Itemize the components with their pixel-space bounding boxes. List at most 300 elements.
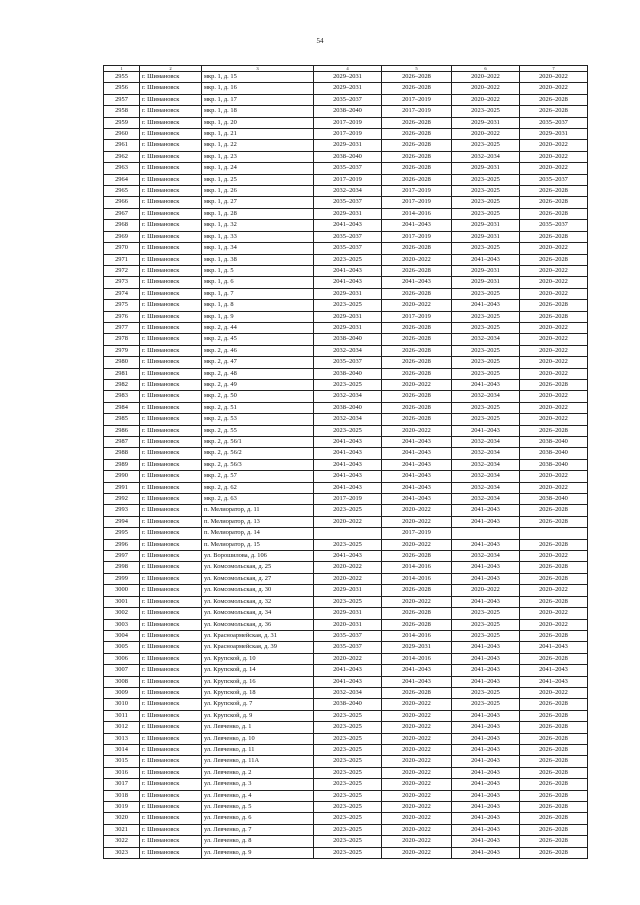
period-cell: 2041–2043 bbox=[452, 516, 520, 527]
row-number-cell: 2987 bbox=[104, 437, 140, 448]
table-row bbox=[104, 254, 588, 265]
table-row bbox=[104, 288, 588, 299]
period-cell: 2020–2022 bbox=[314, 653, 382, 664]
city-cell: г. Шимановск bbox=[140, 402, 202, 413]
table-row bbox=[104, 129, 588, 140]
period-cell: 2020–2022 bbox=[452, 129, 520, 140]
period-cell: 2026–2028 bbox=[520, 505, 588, 516]
city-cell: г. Шимановск bbox=[140, 288, 202, 299]
period-cell: 2020–2022 bbox=[382, 710, 452, 721]
address-cell: мкр. 2, д. 53 bbox=[202, 414, 314, 425]
city-cell: г. Шимановск bbox=[140, 630, 202, 641]
period-cell: 2020–2022 bbox=[382, 722, 452, 733]
address-cell: мкр. 2, д. 47 bbox=[202, 357, 314, 368]
city-cell: г. Шимановск bbox=[140, 106, 202, 117]
period-cell: 2023–2025 bbox=[314, 254, 382, 265]
period-cell: 2026–2028 bbox=[520, 539, 588, 550]
address-cell: ул. Комсомольская, д. 34 bbox=[202, 608, 314, 619]
city-cell: г. Шимановск bbox=[140, 528, 202, 539]
period-cell: 2032–2034 bbox=[452, 151, 520, 162]
table-row bbox=[104, 551, 588, 562]
row-number-cell: 3008 bbox=[104, 676, 140, 687]
period-cell: 2026–2028 bbox=[382, 357, 452, 368]
period-cell: 2041–2043 bbox=[452, 379, 520, 390]
address-cell: мкр. 2, д. 56/1 bbox=[202, 437, 314, 448]
table-row bbox=[104, 117, 588, 128]
city-cell: г. Шимановск bbox=[140, 459, 202, 470]
address-cell: ул. Комсомольская, д. 27 bbox=[202, 573, 314, 584]
period-cell: 2035–2037 bbox=[520, 220, 588, 231]
city-cell: г. Шимановск bbox=[140, 140, 202, 151]
period-cell: 2026–2028 bbox=[520, 300, 588, 311]
period-cell: 2014–2016 bbox=[382, 208, 452, 219]
period-cell: 2023–2025 bbox=[314, 539, 382, 550]
period-cell: 2023–2025 bbox=[452, 619, 520, 630]
period-cell: 2026–2028 bbox=[382, 391, 452, 402]
address-cell: ул. Левченко, д. 9 bbox=[202, 847, 314, 858]
period-cell: 2032–2034 bbox=[314, 345, 382, 356]
period-cell bbox=[520, 528, 588, 539]
period-cell: 2032–2034 bbox=[452, 551, 520, 562]
row-number-cell: 2972 bbox=[104, 265, 140, 276]
address-cell: мкр. 2, д. 51 bbox=[202, 402, 314, 413]
period-cell: 2020–2022 bbox=[314, 562, 382, 573]
period-cell: 2020–2022 bbox=[382, 699, 452, 710]
period-cell: 2041–2043 bbox=[452, 665, 520, 676]
address-cell: ул. Левченко, д. 3 bbox=[202, 779, 314, 790]
period-cell: 2023–2025 bbox=[314, 379, 382, 390]
period-cell: 2029–2031 bbox=[452, 231, 520, 242]
period-cell: 2020–2031 bbox=[314, 619, 382, 630]
period-cell: 2014–2016 bbox=[382, 573, 452, 584]
table-row bbox=[104, 642, 588, 653]
address-cell: ул. Левченко, д. 1 bbox=[202, 722, 314, 733]
city-cell: г. Шимановск bbox=[140, 345, 202, 356]
address-cell: ул. Крупской, д. 18 bbox=[202, 687, 314, 698]
period-cell: 2026–2028 bbox=[520, 516, 588, 527]
period-cell: 2041–2043 bbox=[452, 790, 520, 801]
table-row bbox=[104, 779, 588, 790]
row-number-cell: 2982 bbox=[104, 379, 140, 390]
period-cell: 2026–2028 bbox=[520, 596, 588, 607]
period-cell: 2020–2022 bbox=[382, 300, 452, 311]
period-cell: 2020–2022 bbox=[520, 357, 588, 368]
table-row bbox=[104, 619, 588, 630]
period-cell: 2020–2022 bbox=[382, 596, 452, 607]
address-cell: ул. Крупской, д. 16 bbox=[202, 676, 314, 687]
period-cell: 2020–2022 bbox=[452, 94, 520, 105]
period-cell: 2041–2043 bbox=[382, 482, 452, 493]
period-cell: 2035–2037 bbox=[520, 117, 588, 128]
period-cell: 2026–2028 bbox=[520, 106, 588, 117]
city-cell: г. Шимановск bbox=[140, 790, 202, 801]
table-row bbox=[104, 151, 588, 162]
address-cell: мкр. 1, д. 7 bbox=[202, 288, 314, 299]
city-cell: г. Шимановск bbox=[140, 425, 202, 436]
period-cell: 2026–2028 bbox=[382, 265, 452, 276]
city-cell: г. Шимановск bbox=[140, 573, 202, 584]
period-cell: 2041–2043 bbox=[314, 220, 382, 231]
period-cell: 2029–2031 bbox=[314, 208, 382, 219]
address-cell: ул. Левченко, д. 8 bbox=[202, 836, 314, 847]
period-cell: 2026–2028 bbox=[382, 163, 452, 174]
row-number-cell: 2988 bbox=[104, 448, 140, 459]
table-row bbox=[104, 334, 588, 345]
row-number-cell: 3002 bbox=[104, 608, 140, 619]
table-row bbox=[104, 448, 588, 459]
city-cell: г. Шимановск bbox=[140, 802, 202, 813]
column-number: 4 bbox=[314, 66, 382, 72]
row-number-cell: 2984 bbox=[104, 402, 140, 413]
period-cell: 2041–2043 bbox=[382, 220, 452, 231]
city-cell: г. Шимановск bbox=[140, 608, 202, 619]
period-cell: 2020–2022 bbox=[520, 265, 588, 276]
city-cell: г. Шимановск bbox=[140, 414, 202, 425]
table-row bbox=[104, 379, 588, 390]
period-cell: 2026–2028 bbox=[520, 836, 588, 847]
period-cell: 2041–2043 bbox=[314, 459, 382, 470]
address-cell: мкр. 2, д. 50 bbox=[202, 391, 314, 402]
period-cell: 2041–2043 bbox=[382, 277, 452, 288]
table-row bbox=[104, 573, 588, 584]
table-body bbox=[104, 66, 588, 859]
address-cell: ул. Крупской, д. 9 bbox=[202, 710, 314, 721]
period-cell: 2023–2025 bbox=[314, 710, 382, 721]
period-cell: 2032–2034 bbox=[452, 334, 520, 345]
city-cell: г. Шимановск bbox=[140, 482, 202, 493]
period-cell: 2023–2025 bbox=[452, 630, 520, 641]
period-cell: 2026–2028 bbox=[520, 208, 588, 219]
row-number-cell: 2964 bbox=[104, 174, 140, 185]
table-row bbox=[104, 140, 588, 151]
period-cell: 2038–2040 bbox=[314, 151, 382, 162]
city-cell: г. Шимановск bbox=[140, 254, 202, 265]
row-number-cell: 2966 bbox=[104, 197, 140, 208]
table-row bbox=[104, 277, 588, 288]
period-cell: 2032–2034 bbox=[452, 494, 520, 505]
table-row bbox=[104, 505, 588, 516]
column-number: 1 bbox=[104, 66, 140, 72]
period-cell: 2023–2025 bbox=[452, 402, 520, 413]
row-number-cell: 3004 bbox=[104, 630, 140, 641]
period-cell: 2041–2043 bbox=[382, 437, 452, 448]
period-cell: 2026–2028 bbox=[382, 117, 452, 128]
row-number-cell: 2960 bbox=[104, 129, 140, 140]
period-cell: 2026–2028 bbox=[520, 186, 588, 197]
address-cell: мкр. 2, д. 63 bbox=[202, 494, 314, 505]
city-cell: г. Шимановск bbox=[140, 687, 202, 698]
address-cell: мкр. 1, д. 27 bbox=[202, 197, 314, 208]
row-number-cell: 2986 bbox=[104, 425, 140, 436]
address-cell: мкр. 2, д. 49 bbox=[202, 379, 314, 390]
period-cell: 2020–2022 bbox=[520, 551, 588, 562]
period-cell: 2038–2040 bbox=[314, 402, 382, 413]
row-number-cell: 2980 bbox=[104, 357, 140, 368]
city-cell: г. Шимановск bbox=[140, 847, 202, 858]
row-number-cell: 2993 bbox=[104, 505, 140, 516]
row-number-cell: 3014 bbox=[104, 744, 140, 755]
address-cell: ул. Красноармейская, д. 31 bbox=[202, 630, 314, 641]
address-cell: мкр. 1, д. 5 bbox=[202, 265, 314, 276]
table-row bbox=[104, 368, 588, 379]
period-cell: 2017–2019 bbox=[382, 231, 452, 242]
period-cell: 2020–2022 bbox=[382, 847, 452, 858]
table-row bbox=[104, 665, 588, 676]
period-cell: 2020–2022 bbox=[520, 391, 588, 402]
period-cell: 2038–2040 bbox=[520, 459, 588, 470]
period-cell: 2020–2022 bbox=[382, 425, 452, 436]
row-number-cell: 3000 bbox=[104, 585, 140, 596]
period-cell: 2041–2043 bbox=[452, 562, 520, 573]
period-cell: 2041–2043 bbox=[452, 505, 520, 516]
table-row bbox=[104, 174, 588, 185]
row-number-cell: 3005 bbox=[104, 642, 140, 653]
period-cell: 2026–2028 bbox=[382, 402, 452, 413]
period-cell: 2041–2043 bbox=[452, 573, 520, 584]
period-cell: 2020–2022 bbox=[520, 345, 588, 356]
period-cell: 2023–2025 bbox=[314, 779, 382, 790]
period-cell: 2020–2022 bbox=[382, 767, 452, 778]
row-number-cell: 2992 bbox=[104, 494, 140, 505]
row-number-cell: 3019 bbox=[104, 802, 140, 813]
row-number-cell: 3015 bbox=[104, 756, 140, 767]
table-row bbox=[104, 562, 588, 573]
address-cell: мкр. 1, д. 16 bbox=[202, 83, 314, 94]
row-number-cell: 3007 bbox=[104, 665, 140, 676]
address-cell: мкр. 2, д. 62 bbox=[202, 482, 314, 493]
period-cell: 2023–2025 bbox=[314, 722, 382, 733]
city-cell: г. Шимановск bbox=[140, 494, 202, 505]
city-cell: г. Шимановск bbox=[140, 186, 202, 197]
period-cell: 2026–2028 bbox=[520, 197, 588, 208]
row-number-cell: 2978 bbox=[104, 334, 140, 345]
city-cell: г. Шимановск bbox=[140, 83, 202, 94]
table-row bbox=[104, 802, 588, 813]
period-cell: 2032–2034 bbox=[452, 482, 520, 493]
column-number: 3 bbox=[202, 66, 314, 72]
table-row bbox=[104, 653, 588, 664]
period-cell: 2017–2019 bbox=[314, 129, 382, 140]
period-cell: 2032–2034 bbox=[452, 437, 520, 448]
period-cell: 2026–2028 bbox=[520, 653, 588, 664]
period-cell: 2041–2043 bbox=[314, 265, 382, 276]
period-cell: 2041–2043 bbox=[314, 448, 382, 459]
period-cell: 2032–2034 bbox=[452, 448, 520, 459]
period-cell: 2035–2037 bbox=[314, 163, 382, 174]
table-row bbox=[104, 106, 588, 117]
city-cell: г. Шимановск bbox=[140, 379, 202, 390]
period-cell: 2023–2025 bbox=[452, 311, 520, 322]
row-number-cell: 3022 bbox=[104, 836, 140, 847]
address-cell: мкр. 1, д. 6 bbox=[202, 277, 314, 288]
period-cell: 2035–2037 bbox=[314, 231, 382, 242]
period-cell: 2041–2043 bbox=[314, 471, 382, 482]
address-cell: мкр. 2, д. 55 bbox=[202, 425, 314, 436]
period-cell: 2020–2022 bbox=[382, 379, 452, 390]
period-cell: 2023–2025 bbox=[452, 699, 520, 710]
period-cell: 2023–2025 bbox=[314, 836, 382, 847]
row-number-cell: 3021 bbox=[104, 824, 140, 835]
address-cell: мкр. 1, д. 9 bbox=[202, 311, 314, 322]
period-cell: 2026–2028 bbox=[520, 710, 588, 721]
period-cell: 2020–2022 bbox=[382, 836, 452, 847]
period-cell: 2026–2028 bbox=[520, 802, 588, 813]
period-cell: 2026–2028 bbox=[520, 254, 588, 265]
address-cell: ул. Крупской, д. 14 bbox=[202, 665, 314, 676]
period-cell: 2041–2043 bbox=[382, 471, 452, 482]
period-cell: 2017–2019 bbox=[382, 94, 452, 105]
period-cell: 2020–2022 bbox=[382, 790, 452, 801]
city-cell: г. Шимановск bbox=[140, 505, 202, 516]
table-row bbox=[104, 676, 588, 687]
city-cell: г. Шимановск bbox=[140, 129, 202, 140]
address-cell: ул. Ворошилова, д. 106 bbox=[202, 551, 314, 562]
period-cell bbox=[452, 528, 520, 539]
city-cell: г. Шимановск bbox=[140, 265, 202, 276]
period-cell: 2026–2028 bbox=[520, 756, 588, 767]
table-row bbox=[104, 197, 588, 208]
period-cell: 2041–2043 bbox=[382, 459, 452, 470]
table-row bbox=[104, 311, 588, 322]
row-number-cell: 3017 bbox=[104, 779, 140, 790]
row-number-cell: 2969 bbox=[104, 231, 140, 242]
table-row bbox=[104, 471, 588, 482]
table-row bbox=[104, 494, 588, 505]
city-cell: г. Шимановск bbox=[140, 585, 202, 596]
period-cell: 2041–2043 bbox=[452, 733, 520, 744]
city-cell: г. Шимановск bbox=[140, 551, 202, 562]
table-row bbox=[104, 437, 588, 448]
city-cell: г. Шимановск bbox=[140, 437, 202, 448]
city-cell: г. Шимановск bbox=[140, 311, 202, 322]
period-cell: 2026–2028 bbox=[520, 779, 588, 790]
period-cell: 2023–2025 bbox=[314, 425, 382, 436]
period-cell: 2023–2025 bbox=[452, 288, 520, 299]
table-row bbox=[104, 482, 588, 493]
row-number-cell: 2994 bbox=[104, 516, 140, 527]
period-cell: 2020–2022 bbox=[520, 151, 588, 162]
table-row bbox=[104, 220, 588, 231]
address-cell: мкр. 1, д. 34 bbox=[202, 243, 314, 254]
period-cell: 2017–2019 bbox=[314, 494, 382, 505]
address-cell: ул. Левченко, д. 11А bbox=[202, 756, 314, 767]
row-number-cell: 2968 bbox=[104, 220, 140, 231]
address-cell: мкр. 1, д. 8 bbox=[202, 300, 314, 311]
period-cell: 2029–2031 bbox=[520, 129, 588, 140]
period-cell: 2020–2022 bbox=[520, 288, 588, 299]
table-row bbox=[104, 163, 588, 174]
period-cell: 2029–2031 bbox=[314, 83, 382, 94]
city-cell: г. Шимановск bbox=[140, 722, 202, 733]
table-row bbox=[104, 733, 588, 744]
city-cell: г. Шимановск bbox=[140, 117, 202, 128]
period-cell: 2023–2025 bbox=[452, 687, 520, 698]
period-cell: 2023–2025 bbox=[314, 505, 382, 516]
period-cell: 2017–2019 bbox=[382, 186, 452, 197]
period-cell: 2029–2031 bbox=[452, 277, 520, 288]
period-cell: 2026–2028 bbox=[382, 345, 452, 356]
period-cell: 2041–2043 bbox=[520, 676, 588, 687]
column-number: 6 bbox=[452, 66, 520, 72]
period-cell: 2020–2022 bbox=[382, 254, 452, 265]
period-cell: 2020–2022 bbox=[382, 516, 452, 527]
row-number-cell: 2975 bbox=[104, 300, 140, 311]
period-cell: 2029–2031 bbox=[314, 72, 382, 83]
period-cell: 2023–2025 bbox=[452, 608, 520, 619]
period-cell: 2023–2025 bbox=[452, 322, 520, 333]
period-cell: 2020–2022 bbox=[314, 573, 382, 584]
city-cell: г. Шимановск bbox=[140, 72, 202, 83]
period-cell: 2020–2022 bbox=[520, 482, 588, 493]
period-cell: 2026–2028 bbox=[382, 334, 452, 345]
period-cell: 2026–2028 bbox=[382, 129, 452, 140]
period-cell: 2041–2043 bbox=[452, 653, 520, 664]
row-number-cell: 3023 bbox=[104, 847, 140, 858]
period-cell: 2020–2022 bbox=[520, 334, 588, 345]
row-number-cell: 2970 bbox=[104, 243, 140, 254]
period-cell: 2041–2043 bbox=[314, 676, 382, 687]
row-number-cell: 2971 bbox=[104, 254, 140, 265]
period-cell: 2029–2031 bbox=[314, 585, 382, 596]
period-cell: 2026–2028 bbox=[520, 813, 588, 824]
address-cell: ул. Крупской, д. 10 bbox=[202, 653, 314, 664]
period-cell: 2026–2028 bbox=[382, 151, 452, 162]
table-row bbox=[104, 847, 588, 858]
period-cell: 2041–2043 bbox=[452, 802, 520, 813]
period-cell: 2041–2043 bbox=[452, 756, 520, 767]
period-cell: 2023–2025 bbox=[314, 767, 382, 778]
city-cell: г. Шимановск bbox=[140, 836, 202, 847]
table-row bbox=[104, 585, 588, 596]
address-cell: мкр. 2, д. 56/2 bbox=[202, 448, 314, 459]
period-cell: 2014–2016 bbox=[382, 653, 452, 664]
table-row bbox=[104, 243, 588, 254]
period-cell: 2041–2043 bbox=[314, 665, 382, 676]
period-cell: 2020–2022 bbox=[520, 402, 588, 413]
period-cell: 2032–2034 bbox=[314, 414, 382, 425]
address-cell: ул. Крупской, д. 7 bbox=[202, 699, 314, 710]
period-cell: 2029–2031 bbox=[452, 220, 520, 231]
city-cell: г. Шимановск bbox=[140, 277, 202, 288]
period-cell: 2029–2031 bbox=[314, 140, 382, 151]
period-cell: 2026–2028 bbox=[520, 311, 588, 322]
city-cell: г. Шимановск bbox=[140, 744, 202, 755]
row-number-cell: 2965 bbox=[104, 186, 140, 197]
city-cell: г. Шимановск bbox=[140, 174, 202, 185]
period-cell: 2023–2025 bbox=[452, 368, 520, 379]
row-number-cell: 2991 bbox=[104, 482, 140, 493]
city-cell: г. Шимановск bbox=[140, 197, 202, 208]
row-number-cell: 2985 bbox=[104, 414, 140, 425]
table-row bbox=[104, 391, 588, 402]
address-cell: мкр. 1, д. 32 bbox=[202, 220, 314, 231]
city-cell: г. Шимановск bbox=[140, 756, 202, 767]
period-cell: 2020–2022 bbox=[382, 744, 452, 755]
city-cell: г. Шимановск bbox=[140, 562, 202, 573]
period-cell: 2041–2043 bbox=[452, 300, 520, 311]
row-number-cell: 3006 bbox=[104, 653, 140, 664]
table-row bbox=[104, 687, 588, 698]
address-cell: мкр. 1, д. 22 bbox=[202, 140, 314, 151]
period-cell: 2041–2043 bbox=[452, 847, 520, 858]
period-cell: 2023–2025 bbox=[452, 174, 520, 185]
period-cell: 2041–2043 bbox=[520, 642, 588, 653]
city-cell: г. Шимановск bbox=[140, 642, 202, 653]
period-cell: 2023–2025 bbox=[452, 106, 520, 117]
address-cell: мкр. 2, д. 45 bbox=[202, 334, 314, 345]
period-cell: 2026–2028 bbox=[382, 72, 452, 83]
city-cell: г. Шимановск bbox=[140, 151, 202, 162]
